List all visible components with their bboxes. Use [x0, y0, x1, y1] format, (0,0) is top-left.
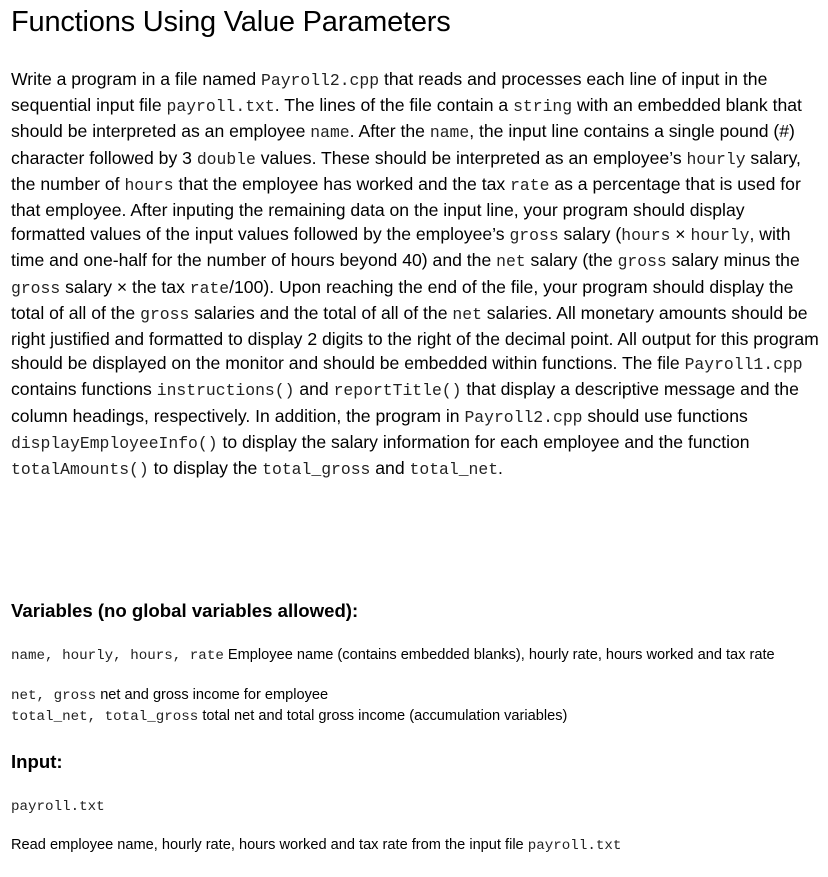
paragraph-text: values. These should be interpreted as an employee’s [255, 147, 687, 168]
input-description-code: payroll.txt [527, 838, 622, 854]
inline-code: net [496, 252, 526, 272]
inline-code: hourly [690, 226, 750, 246]
inline-code: hours [124, 175, 174, 195]
input-description [11, 835, 811, 856]
inline-code: gross [509, 226, 559, 246]
page-title: Functions Using Value Parameters [11, 6, 451, 38]
variable-desc-1: Employee name (contains embedded blanks), hourly rate, hours worked and tax rate [223, 647, 775, 663]
inline-code: Payroll2.cpp [464, 407, 583, 427]
paragraph-text: with an embedded blank that should be interpreted as an employee [11, 95, 802, 142]
inline-code: instructions() [156, 381, 295, 401]
paragraph-text: . [498, 458, 503, 479]
inline-code: name [310, 123, 350, 143]
paragraph-text: and [370, 458, 410, 479]
inline-code: reportTitle() [333, 381, 462, 401]
paragraph-text: , the input line contains a single pound (#) character followed by 3 [11, 121, 795, 168]
paragraph-text: contains functions [11, 379, 157, 400]
paragraph-text: , with time and one-half for the number of hours beyond 40) and the [11, 224, 791, 271]
inline-code: total_net [409, 460, 499, 480]
input-description-text: Read employee name, hourly rate, hours worked and tax rate from the input file [11, 837, 528, 853]
paragraph-text: that reads and processes each line of input in the sequential input file [11, 69, 768, 116]
variable-names-2: net, gross [11, 688, 97, 704]
inline-code: net [452, 304, 482, 324]
paragraph-text: as a percentage that is used for that employee. After inputing the remaining data on the input line, your program should display formatted values of the input values followed by the employee’s [11, 173, 801, 245]
inline-code: payroll.txt [166, 97, 275, 117]
paragraph-text: Write a program in a file named [11, 69, 262, 89]
variables-heading: Variables (no global variables allowed): [11, 600, 359, 621]
paragraph-text: to display the salary information for each employee and the function [217, 431, 750, 452]
paragraph-text: salary ( [558, 224, 622, 245]
input-heading: Input: [11, 751, 63, 772]
variable-names-1: name, hourly, hours, rate [11, 648, 224, 664]
inline-code: displayEmployeeInfo() [11, 433, 218, 453]
inline-code: Payroll1.cpp [684, 355, 803, 375]
paragraph-text: that display a descriptive message and the column headings, respectively. In addition, the program in [11, 379, 799, 426]
paragraph-text: salaries and the total of all of the [189, 302, 453, 323]
description-paragraph [11, 67, 819, 482]
inline-code: gross [11, 278, 61, 298]
variable-row-2 [11, 685, 811, 706]
inline-code: Payroll2.cpp [261, 71, 380, 90]
paragraph-text: . After the [349, 121, 430, 142]
inline-code: double [196, 149, 256, 169]
variable-names-3: total_net, total_gross [11, 709, 199, 725]
paragraph-text: × [670, 224, 691, 245]
inline-code: total_gross [262, 460, 371, 480]
variable-desc-2: net and gross income for employee [96, 687, 329, 703]
paragraph-text: salary minus the [666, 250, 800, 271]
inline-code: rate [189, 278, 230, 298]
paragraph-text: should use functions [582, 405, 748, 426]
inline-code: gross [617, 252, 667, 272]
variable-row-3 [11, 706, 811, 727]
paragraph-text: /100). Upon reaching the end of the file, your program should display the total of all of the [11, 276, 794, 323]
paragraph-text: salary × the tax [60, 276, 190, 297]
inline-code: string [513, 97, 573, 117]
inline-code: hours [621, 226, 671, 246]
paragraph-text: salaries. All monetary amounts should be right justified and formatted to display 2 digits to the right of the decimal point. All output for this program should be displayed on the monitor and should be embedded within functions. The file [11, 302, 819, 374]
variable-row-1 [11, 645, 811, 666]
paragraph-text: salary (the [525, 250, 618, 271]
inline-code: name [429, 123, 470, 143]
variable-desc-3: total net and total gross income (accumulation variables) [198, 708, 568, 724]
inline-code: rate [510, 175, 550, 195]
paragraph-text: . The lines of the file contain a [274, 95, 514, 116]
input-filename-code: payroll.txt [11, 799, 105, 815]
paragraph-text: to display the [148, 458, 263, 479]
paragraph-text: that the employee has worked and the tax [173, 173, 511, 194]
paragraph-text: salary, the number of [11, 147, 801, 194]
inline-code: totalAmounts() [11, 460, 149, 480]
inline-code: hourly [686, 149, 746, 169]
paragraph-text: and [294, 379, 334, 400]
input-filename [11, 796, 811, 817]
document-page [11, 0, 823, 854]
inline-code: gross [140, 304, 190, 324]
